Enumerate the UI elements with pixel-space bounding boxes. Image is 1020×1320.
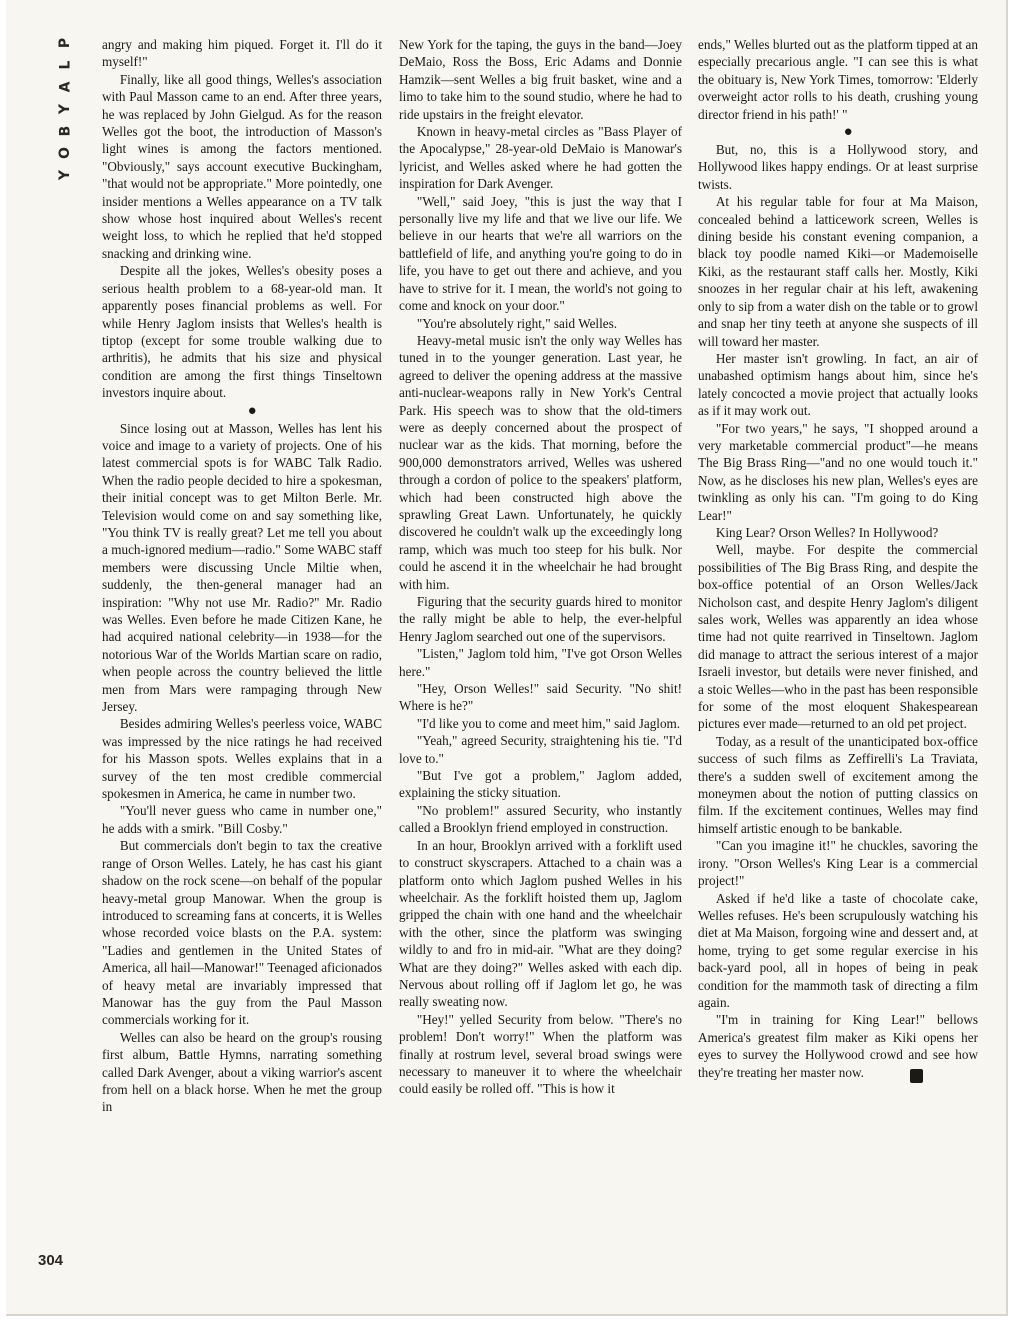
masthead-letter: Y	[56, 103, 73, 115]
rabbit-head-icon: ❦	[910, 1069, 923, 1083]
magazine-page	[6, 0, 1008, 1316]
article-paragraph: "You'll never guess who came in number one," he adds with a smirk. "Bill Cosby."	[102, 803, 382, 836]
article-paragraph: Besides admiring Welles's peerless voice, WABC was impressed by the nice ratings he had received for his Masson spots. Welles explains that in a survey of the ten most credible commercial spokesmen in America, he came in number two.	[102, 716, 382, 802]
article-paragraph: "Hey!" yelled Security from below. "There's no problem! Don't worry!" When the platform was finally at rostrum level, several broad swings were necessary to maneuver it to where the wheelchair could easily be rolled off. "This is how it	[399, 1011, 682, 1097]
article-paragraph: angry and making him piqued. Forget it. I'll do it myself!"	[102, 37, 382, 70]
masthead-letter: P	[56, 37, 73, 49]
article-paragraph: But, no, this is a Hollywood story, and Hollywood likes happy endings. Or at least surprise twists.	[698, 142, 978, 192]
article-paragraph: "Can you imagine it!" he chuckles, savoring the irony. "Orson Welles's King Lear is a commercial project!"	[698, 838, 978, 889]
article-paragraph: But commercials don't begin to tax the creative range of Orson Welles. Lately, he has cast his giant shadow on the rock scene—on behalf of the popular heavy-metal group Manowar. When the group is introduced to screaming fans at concerts, it is Welles whose recorded voice blasts on the P.A. system: "Ladies and gentlemen in the United States of America, all hail—Manowar!" Teenaged aficionados of heavy metal are invariably impressed that Manowar has the guy from the Paul Masson commercials working for it.	[102, 838, 382, 1028]
article-paragraph: "For two years," he says, "I shopped around a very marketable commercial product"—he means The Big Brass Ring—"and no one would touch it." Now, as he discloses his new plan, Welles's eyes are twinkling as only his can. "I'm going to do King Lear!"	[698, 420, 978, 523]
article-paragraph: "But I've got a problem," Jaglom added, explaining the sticky situation.	[399, 768, 682, 801]
article-column-2	[399, 36, 682, 1276]
article-paragraph: Heavy-metal music isn't the only way Welles has tuned in to the younger generation. Last year, he agreed to deliver the opening address at the massive anti-nuclear-weapons rally in New York's Central Park. His speech was to show that the old-timers were as deeply concerned about the prospect of nuclear war as the kids. That morning, before the 900,000 demonstrators arrived, Welles was ushered through a cordon of police to the speakers' platform, which had been constructed high above the sprawling Great Lawn. Unfortunately, he quickly discovered he couldn't walk up the exceedingly long ramp, which was much too steep for his bulk. Nor could he ascend it in the wheelchair he had brought with him.	[399, 332, 682, 592]
article-paragraph: At his regular table for four at Ma Maison, concealed behind a latticework screen, Welles is dining beside his constant evening companion, a black toy poodle named Kiki—or Mademoiselle Kiki, as the restaurant staff calls her. Mostly, Kiki snoozes in her regular chair at his left, awakening only to sip from a water dish on the table or to growl and snap her tiny teeth at anyone she suspects of ill will toward her master.	[698, 194, 978, 349]
article-paragraph: Since losing out at Masson, Welles has lent his voice and image to a variety of projects. One of his latest commercial spots is for WABC Talk Radio. When the radio people decided to hire a spokesman, their initial concept was to get Milton Berle. Mr. Television would come on and say something like, "You think TV is really great? Let me tell you about a much-ignored medium—radio." Some WABC staff members were discussing Uncle Miltie when, suddenly, the then-general manager had an inspiration: "Why not use Mr. Radio?" Mr. Radio was Welles. Even before he made Citizen Kane, he had acquired national celebrity—in 1938—for the notorious War of the Worlds Martian scare on radio, when people across the country believed the little men from Mars were rampaging through New Jersey.	[102, 420, 382, 715]
article-paragraph: Her master isn't growling. In fact, an air of unabashed optimism hangs about him, since he's lately concocted a movie project that actually looks as if it may work out.	[698, 350, 978, 419]
section-break-bullet: ●	[247, 402, 257, 419]
article-column-3	[698, 36, 978, 1276]
article-paragraph: Figuring that the security guards hired to monitor the rally might be able to help, the ever-helpful Henry Jaglom searched out one of the supervisors.	[399, 594, 682, 644]
article-paragraph: "Yeah," agreed Security, straightening his tie. "I'd love to."	[399, 733, 682, 766]
masthead-letter: L	[56, 60, 73, 70]
article-paragraph: "Hey, Orson Welles!" said Security. "No shit! Where is he?"	[399, 681, 682, 714]
article-paragraph: Today, as a result of the unanticipated box-office success of such films as Zeffirelli's La Traviata, there's a sudden swell of excitement among the moneymen about the notion of putting classics on film. If the excitement continues, Welles may find himself artistic enough to be bankable.	[698, 733, 978, 836]
masthead-letter: A	[57, 81, 73, 93]
article-paragraph: "Well," said Joey, "this is just the way that I personally live my life and that we live our life. We believe in our hearts that we're all warriors on the battlefield of life, and anything you're going to do in life, you have to get out there and achieve, and you have to strive for it. I mean, the world's not going to come and knock on your door."	[399, 193, 682, 314]
article-paragraph: King Lear? Orson Welles? In Hollywood?	[715, 524, 939, 540]
article-paragraph: "I'm in training for King Lear!" bellows America's greatest film maker as Kiki opens her eyes to survey the Hollywood crowd and see how they're treating her master now. ❦	[698, 1012, 978, 1082]
article-paragraph: "No problem!" assured Security, who instantly called a Brooklyn friend employed in construction.	[399, 802, 682, 836]
article-paragraph: "I'd like you to come and meet him," said Jaglom.	[416, 715, 681, 731]
article-paragraph: ends," Welles blurted out as the platform tipped at an especially precarious angle. "I can see this is what the obituary is, New York Times, tomorrow: 'Elderly overweight actor rolls to his death, crushing young director friend in his path!' "	[698, 37, 978, 122]
masthead-letter: Y	[56, 169, 73, 181]
page-number: 304	[38, 1252, 64, 1269]
magazine-masthead-vertical	[54, 32, 76, 186]
article-paragraph: Welles can also be heard on the group's rousing first album, Battle Hymns, narrating something called Dark Avenger, about a viking warrior's ascent from hell on a black horse. When he met the group in	[102, 1029, 382, 1115]
article-paragraph: New York for the taping, the guys in the band—Joey DeMaio, Ross the Boss, Eric Adams and Donnie Hamzik—sent Welles a big fruit basket, wine and a limo to take him to the sound studio, where he had to ride upstairs in the freight elevator.	[399, 37, 682, 122]
article-paragraph: "You're absolutely right," said Welles.	[416, 315, 618, 331]
article-column-1	[102, 36, 382, 1276]
section-break-bullet: ●	[843, 124, 853, 141]
article-paragraph: Asked if he'd like a taste of chocolate cake, Welles refuses. He's been scrupulously watching his diet at Ma Maison, forgoing wine and dessert and, at home, trying to get some regular exercise in his back-yard pool, all in hopes of being in peak condition for the mammoth task of directing a film again.	[698, 890, 978, 1010]
article-paragraph: Well, maybe. For despite the commercial possibilities of The Big Brass Ring, and despite the box-office potential of an Orson Welles/Jack Nicholson cast, and despite Henry Jaglom's diligent sales work, Welles was apparently an idea whose time had not quite rearrived in Tinseltown. Jaglom did manage to attract the serious interest of a major Israeli investor, but details were never finished, and a stoic Welles—who in the past has been responsible for some of the most eloquent Shakespearean pictures ever made—returned to an old pet project.	[698, 542, 978, 732]
article-paragraph: Finally, like all good things, Welles's association with Paul Masson came to an end. After three years, he was replaced by John Gielgud. As for the reason Welles got the boot, the introduction of Masson's light wines is among the factors mentioned. "Obviously," says account executive Buckingham, "that would not be appropriate." More pointedly, one insider mentions a Welles appearance on a TV talk show whose host inquired about Welles's recent weight loss, to which he replied that he'd stopped snacking and drinking wine.	[102, 71, 382, 261]
article-paragraph: Despite all the jokes, Welles's obesity poses a serious health problem to a 68-year-old man. It apparently poses financial problems as well. For while Henry Jaglom insists that Welles's health is tiptop (except for some trouble walking due to arthritis), he admits that his size and physical condition are among the first things Tinseltown investors inquire about.	[102, 263, 382, 401]
masthead-letter: B	[56, 125, 73, 137]
article-paragraph: In an hour, Brooklyn arrived with a forklift used to construct skyscrapers. Attached to a chain was a platform onto which Jaglom pushed Welles in his wheelchair. As the forklift hoisted them up, Jaglom gripped the chain with one hand and the wheelchair with the other, since the platform was swinging wildly to and fro in mid-air. "What are they doing? What are they doing?" Welles asked with each dip. Nervous about rolling off if Jaglom let go, he was really sweating now.	[399, 837, 682, 1010]
article-paragraph: Known in heavy-metal circles as "Bass Player of the Apocalypse," 28-year-old DeMaio is Manowar's lyricist, and Welles asked where he had gotten the inspiration for Dark Avenger.	[399, 124, 682, 192]
article-paragraph: "Listen," Jaglom told him, "I've got Orson Welles here."	[399, 646, 682, 679]
masthead-letter: O	[57, 147, 73, 159]
